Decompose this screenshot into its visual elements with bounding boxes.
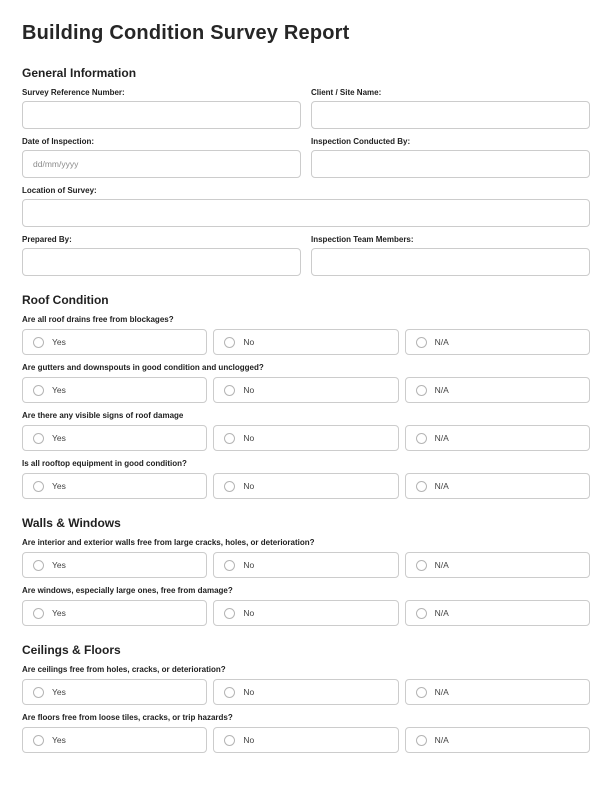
radio-option-yes[interactable] (22, 329, 207, 355)
field-inspection-conducted-by (311, 129, 590, 178)
radio-circle-icon (33, 735, 44, 746)
inspection-team-members-input[interactable] (311, 248, 590, 276)
radio-group (22, 377, 590, 403)
radio-circle-icon (33, 560, 44, 571)
radio-option-label: No (243, 480, 255, 491)
radio-option-label: No (243, 559, 255, 570)
location-of-survey-input[interactable] (22, 199, 590, 227)
radio-group (22, 425, 590, 451)
radio-option-label: N/A (434, 734, 449, 745)
radio-option-no[interactable] (213, 473, 398, 499)
field-location-of-survey (22, 178, 590, 227)
radio-circle-icon (224, 735, 235, 746)
radio-option-label: No (243, 686, 255, 697)
radio-option-na[interactable] (405, 552, 590, 578)
radio-option-no[interactable] (213, 727, 398, 753)
radio-option-na[interactable] (405, 727, 590, 753)
radio-circle-icon (224, 687, 235, 698)
radio-circle-icon (416, 608, 427, 619)
field-label: Prepared By: (22, 235, 72, 244)
radio-option-label: N/A (434, 686, 449, 697)
field-label: Inspection Conducted By: (311, 137, 411, 146)
radio-group (22, 329, 590, 355)
radio-option-label: No (243, 432, 255, 443)
radio-circle-icon (224, 385, 235, 396)
radio-option-label: N/A (434, 432, 449, 443)
radio-group (22, 679, 590, 705)
question-floors-hazards (22, 713, 590, 753)
radio-circle-icon (416, 337, 427, 348)
question-ceilings-holes (22, 665, 590, 705)
field-label: Inspection Team Members: (311, 235, 414, 244)
radio-circle-icon (33, 481, 44, 492)
radio-group (22, 727, 590, 753)
radio-option-yes[interactable] (22, 425, 207, 451)
radio-circle-icon (224, 433, 235, 444)
radio-option-label: Yes (52, 607, 66, 618)
field-inspection-team-members (311, 227, 590, 276)
radio-option-label: Yes (52, 384, 66, 395)
radio-circle-icon (33, 385, 44, 396)
radio-option-na[interactable] (405, 377, 590, 403)
radio-group (22, 552, 590, 578)
radio-option-yes[interactable] (22, 552, 207, 578)
radio-option-label: N/A (434, 559, 449, 570)
question-label: Are floors free from loose tiles, cracks, or trip hazards? (22, 713, 233, 722)
radio-option-na[interactable] (405, 329, 590, 355)
radio-option-na[interactable] (405, 679, 590, 705)
field-survey-reference (22, 80, 301, 129)
question-label: Are gutters and downspouts in good condition and unclogged? (22, 363, 264, 372)
radio-option-no[interactable] (213, 552, 398, 578)
field-label: Client / Site Name: (311, 88, 382, 97)
section-heading-general: General Information (22, 66, 137, 80)
question-label: Are windows, especially large ones, free from damage? (22, 586, 233, 595)
radio-circle-icon (224, 481, 235, 492)
radio-option-label: Yes (52, 480, 66, 491)
inspection-conducted-by-input[interactable] (311, 150, 590, 178)
radio-circle-icon (224, 560, 235, 571)
field-client-site-name (311, 80, 590, 129)
radio-option-yes[interactable] (22, 600, 207, 626)
radio-option-na[interactable] (405, 600, 590, 626)
radio-option-label: N/A (434, 607, 449, 618)
question-label: Are there any visible signs of roof damage (22, 411, 184, 420)
radio-option-label: Yes (52, 686, 66, 697)
section-heading-walls-windows: Walls & Windows (22, 516, 121, 530)
radio-group (22, 600, 590, 626)
section-heading-ceilings-floors: Ceilings & Floors (22, 643, 121, 657)
radio-circle-icon (33, 433, 44, 444)
radio-option-no[interactable] (213, 600, 398, 626)
client-site-name-input[interactable] (311, 101, 590, 129)
radio-option-label: No (243, 336, 255, 347)
question-walls-cracks (22, 538, 590, 578)
radio-option-na[interactable] (405, 425, 590, 451)
question-windows-damage (22, 586, 590, 626)
date-of-inspection-input[interactable] (22, 150, 301, 178)
radio-circle-icon (416, 687, 427, 698)
radio-option-label: No (243, 607, 255, 618)
radio-option-label: N/A (434, 384, 449, 395)
radio-option-label: No (243, 734, 255, 745)
question-label: Are ceilings free from holes, cracks, or deterioration? (22, 665, 226, 674)
radio-option-no[interactable] (213, 425, 398, 451)
radio-option-label: Yes (52, 734, 66, 745)
radio-option-label: Yes (52, 432, 66, 443)
radio-option-yes[interactable] (22, 473, 207, 499)
radio-circle-icon (224, 337, 235, 348)
radio-option-yes[interactable] (22, 377, 207, 403)
page-title: Building Condition Survey Report (22, 22, 350, 44)
radio-option-label: Yes (52, 336, 66, 347)
survey-reference-input[interactable] (22, 101, 301, 129)
radio-option-no[interactable] (213, 377, 398, 403)
radio-option-no[interactable] (213, 329, 398, 355)
radio-option-label: N/A (434, 480, 449, 491)
radio-circle-icon (33, 337, 44, 348)
radio-circle-icon (416, 560, 427, 571)
radio-option-label: Yes (52, 559, 66, 570)
radio-option-yes[interactable] (22, 679, 207, 705)
prepared-by-input[interactable] (22, 248, 301, 276)
field-label: Survey Reference Number: (22, 88, 125, 97)
question-label: Is all rooftop equipment in good condition? (22, 459, 187, 468)
radio-circle-icon (416, 735, 427, 746)
radio-circle-icon (224, 608, 235, 619)
radio-option-yes[interactable] (22, 727, 207, 753)
radio-circle-icon (416, 481, 427, 492)
radio-circle-icon (33, 608, 44, 619)
question-roof-damage (22, 411, 590, 451)
section-heading-roof-condition: Roof Condition (22, 293, 109, 307)
field-date-of-inspection (22, 129, 301, 178)
field-prepared-by (22, 227, 301, 276)
radio-circle-icon (416, 385, 427, 396)
question-roof-drains (22, 315, 590, 355)
radio-option-no[interactable] (213, 679, 398, 705)
radio-option-label: No (243, 384, 255, 395)
question-label: Are all roof drains free from blockages? (22, 315, 174, 324)
question-rooftop-equipment (22, 459, 590, 499)
radio-option-label: N/A (434, 336, 449, 347)
radio-option-na[interactable] (405, 473, 590, 499)
field-label: Date of Inspection: (22, 137, 95, 146)
question-label: Are interior and exterior walls free from large cracks, holes, or deterioration? (22, 538, 315, 547)
question-gutters-downspouts (22, 363, 590, 403)
field-label: Location of Survey: (22, 186, 97, 195)
radio-circle-icon (33, 687, 44, 698)
radio-circle-icon (416, 433, 427, 444)
radio-group (22, 473, 590, 499)
